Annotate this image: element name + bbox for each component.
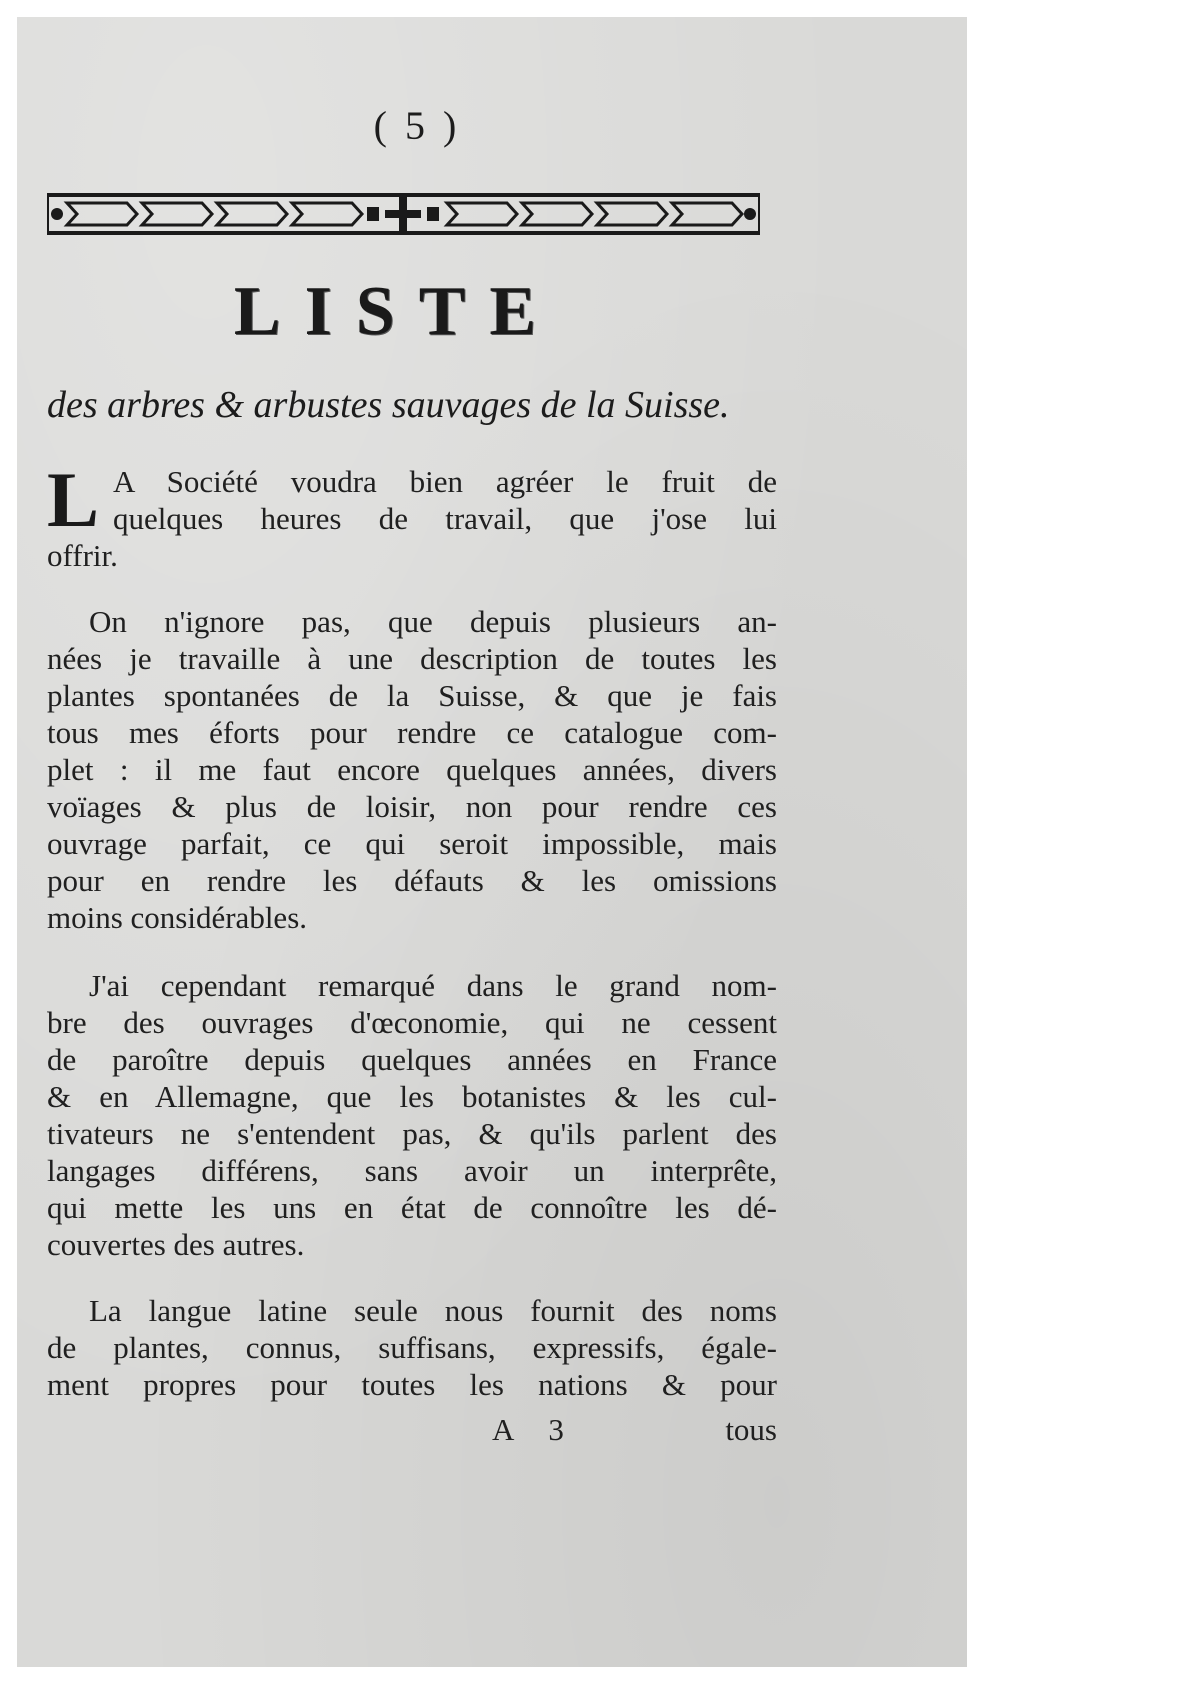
text-line: couvertes des autres. [47,1227,305,1262]
text-line: ouvrage parfait, ce qui seroit impossible, mais [47,826,777,861]
text-line: tous mes éforts pour rendre ce catalogue com- [47,715,777,750]
text-line: bre des ouvrages d'œconomie, qui ne cessent [47,1005,777,1040]
text-line: A Société voudra bien agréer le fruit de [113,464,777,499]
text-line: pour en rendre les défauts & les omissions [47,863,777,898]
paragraph-2 [47,603,777,936]
text-line: de plantes, connus, suffisans, expressifs, égale- [47,1330,777,1365]
text-line: & en Allemagne, que les botanistes & les cul- [47,1079,777,1114]
page-number: ( 5 ) [373,103,461,148]
text-line: plet : il me faut encore quelques années, divers [47,752,777,787]
paragraph-4 [47,1292,777,1403]
text-line: tivateurs ne s'entendent pas, & qu'ils parlent des [47,1116,777,1151]
text-line: langages différens, sans avoir un interprête, [47,1153,777,1188]
text-line: quelques heures de travail, que j'ose lui [113,501,777,536]
text-line: ment propres pour toutes les nations & pour [47,1367,777,1402]
text-line: qui mette les uns en état de connoître les dé- [47,1190,777,1225]
paragraph-1 [47,456,777,574]
text-line: On n'ignore pas, que depuis plusieurs an- [89,604,777,639]
paragraph-3 [47,967,777,1263]
text-line: offrir. [47,538,118,573]
text-line: voïages & plus de loisir, non pour rendre ces [47,789,777,824]
ornamental-border [47,189,760,239]
text-line: de paroître depuis quelques années en France [47,1042,777,1077]
page-title: LISTE [233,273,561,350]
text-line: moins considérables. [47,900,308,935]
text-line: nées je travaille à une description de toutes les [47,641,777,676]
text-line: plantes spontanées de la Suisse, & que je fais [47,678,777,713]
scanned-page [17,17,967,1667]
catchword: tous [725,1412,777,1447]
drop-cap: L [47,456,100,543]
text-line: La langue latine seule nous fournit des noms [89,1293,777,1328]
signature-mark: A 3 [492,1412,578,1447]
page-subtitle: des arbres & arbustes sauvages de la Suisse. [47,384,730,426]
page-footer [47,1412,777,1452]
text-line: J'ai cependant remarqué dans le grand nom- [89,968,777,1003]
